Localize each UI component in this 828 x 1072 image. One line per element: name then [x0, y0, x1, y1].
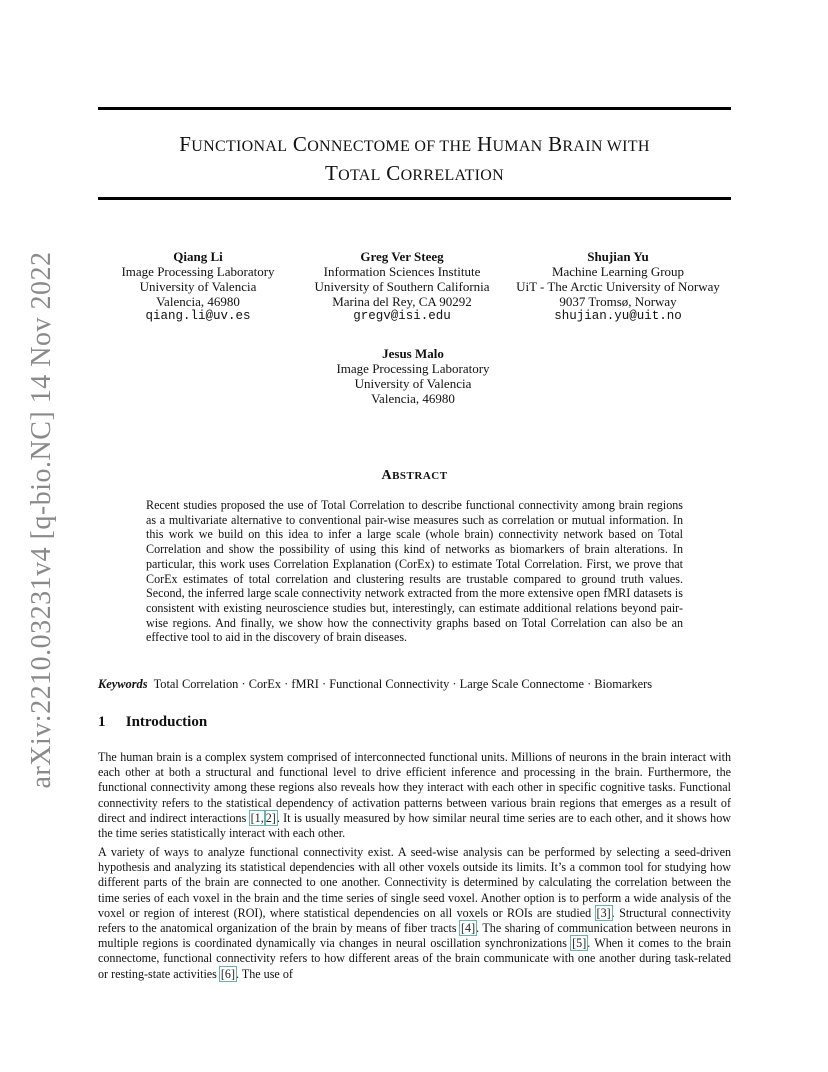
paper-title: [98, 131, 731, 189]
section-number: 1: [98, 714, 106, 730]
keywords-line: [98, 677, 731, 692]
section-heading: [98, 714, 207, 731]
abstract-text: Recent studies proposed the use of Total Correlation to describe functional connectivity among brain regions as a multivariate alternative to conventional pair-wise measures such as correlation or mutual information. In this work we build on this idea to infer a large scale (whole brain) connectivity network based on Total Correlation and show the possibility of using this kind of networks as biomarkers of brain alterations. In particular, this work uses Correlation Explanation (CorEx) to estimate Total Correlation. First, we prove that CorEx estimates of total correlation and clustering results are trustable compared to ground truth values. Second, the inferred large scale connectivity network extracted from the more extensive open fMRI datasets is consistent with existing neuroscience studies but, interestingly, can estimate additional relations beyond pair-wise regions. And finally, we show how the connectivity graphs based on Total Correlation can also be an effective tool to aid in the discovery of brain diseases.: [146, 498, 683, 645]
author-affiliation: 9037 Tromsø, Norway: [559, 294, 677, 309]
author-affiliation: University of Valencia: [354, 376, 472, 391]
abstract-heading: ABSTRACT: [381, 468, 448, 483]
intro-paragraph: A variety of ways to analyze functional connectivity exist. A seed-wise analysis can be performed by selecting a seed-driven hypothesis and analyzing its statistical dependencies with all other voxels outside its limits. It’s a common tool for studying how different parts of the brain are connected to one another. Connectivity is determined by calculating the correlation between the time series of each voxel in the brain and the time series of single seed voxel. Another option is to perform a wide analysis of the voxel or region of interest (ROI), where statistical dependencies on all voxels or ROIs are studied [3]. Structural connectivity refers to the anatomical organization of the brain by means of fiber tracts [4]. The sharing of communication between neurons in multiple regions is coordinated dynamically via changes in neural oscillation synchronizations [5]. When it comes to the brain connectome, functional connectivity refers to how different areas of the brain communicate with one another during task-related or resting-state activities [6]. The use of: [98, 845, 732, 981]
title-line-1: FUNCTIONAL CONNECTOME OF THE HUMAN BRAIN WITH: [179, 132, 650, 156]
author-name: Qiang Li: [173, 249, 223, 264]
citation-link[interactable]: [1,: [250, 810, 264, 825]
author-affiliation: Valencia, 46980: [371, 391, 455, 406]
author-name: Shujian Yu: [587, 249, 649, 264]
citation-link[interactable]: [4]: [461, 921, 476, 936]
citation-link[interactable]: [6]: [220, 966, 236, 981]
author-name: Greg Ver Steeg: [360, 249, 444, 264]
author-name: Jesus Malo: [382, 346, 444, 361]
author-affiliation: Valencia, 46980: [156, 294, 240, 309]
author-block: [318, 346, 508, 406]
title-rule-top: [98, 107, 731, 110]
author-block: [292, 249, 512, 324]
author-affiliation: Image Processing Laboratory: [336, 361, 490, 376]
author-affiliation: Marina del Rey, CA 90292: [332, 294, 472, 309]
author-affiliation: Information Sciences Institute: [323, 264, 481, 279]
citation-link[interactable]: [3]: [596, 905, 611, 920]
author-block: [108, 249, 288, 324]
citation-link[interactable]: 2]: [265, 810, 276, 825]
author-email-link[interactable]: qiang.li@uv.es: [145, 309, 251, 323]
author-affiliation: Image Processing Laboratory: [121, 264, 275, 279]
author-affiliation: University of Valencia: [139, 279, 257, 294]
title-rule-bottom: [98, 197, 731, 200]
citation-link[interactable]: [5]: [572, 936, 587, 951]
author-affiliation: UiT - The Arctic University of Norway: [516, 279, 720, 294]
section-title: Introduction: [125, 714, 208, 730]
author-block: [498, 249, 738, 324]
arxiv-stamp: arXiv:2210.03231v4 [q-bio.NC] 14 Nov 2022: [26, 251, 57, 789]
author-email-link[interactable]: gregv@isi.edu: [353, 309, 451, 323]
title-line-2: TOTAL CORRELATION: [324, 161, 505, 185]
keywords-text: Total Correlation · CorEx · fMRI · Functional Connectivity · Large Scale Connectome · Biomarkers: [153, 677, 653, 691]
author-affiliation: University of Southern California: [314, 279, 490, 294]
intro-paragraph: The human brain is a complex system comprised of interconnected functional units. Millions of neurons in the brain interact with each other at both a structural and functional level to drive efficient inference and processing in the brain. Furthermore, the functional connectivity among these regions also reveals how they interact with each other in specific cognitive tasks. Functional connectivity refers to the statistical dependency of activation patterns between various brain regions that emerges as a result of direct and indirect interactions [1, 2]. It is usually measured by how similar neural time series are to each other, and it shows how the time series statistically interact with each other.: [98, 750, 731, 841]
keywords-label: Keywords: [98, 677, 148, 691]
author-email-link[interactable]: shujian.yu@uit.no: [554, 309, 682, 323]
author-affiliation: Machine Learning Group: [551, 264, 685, 279]
